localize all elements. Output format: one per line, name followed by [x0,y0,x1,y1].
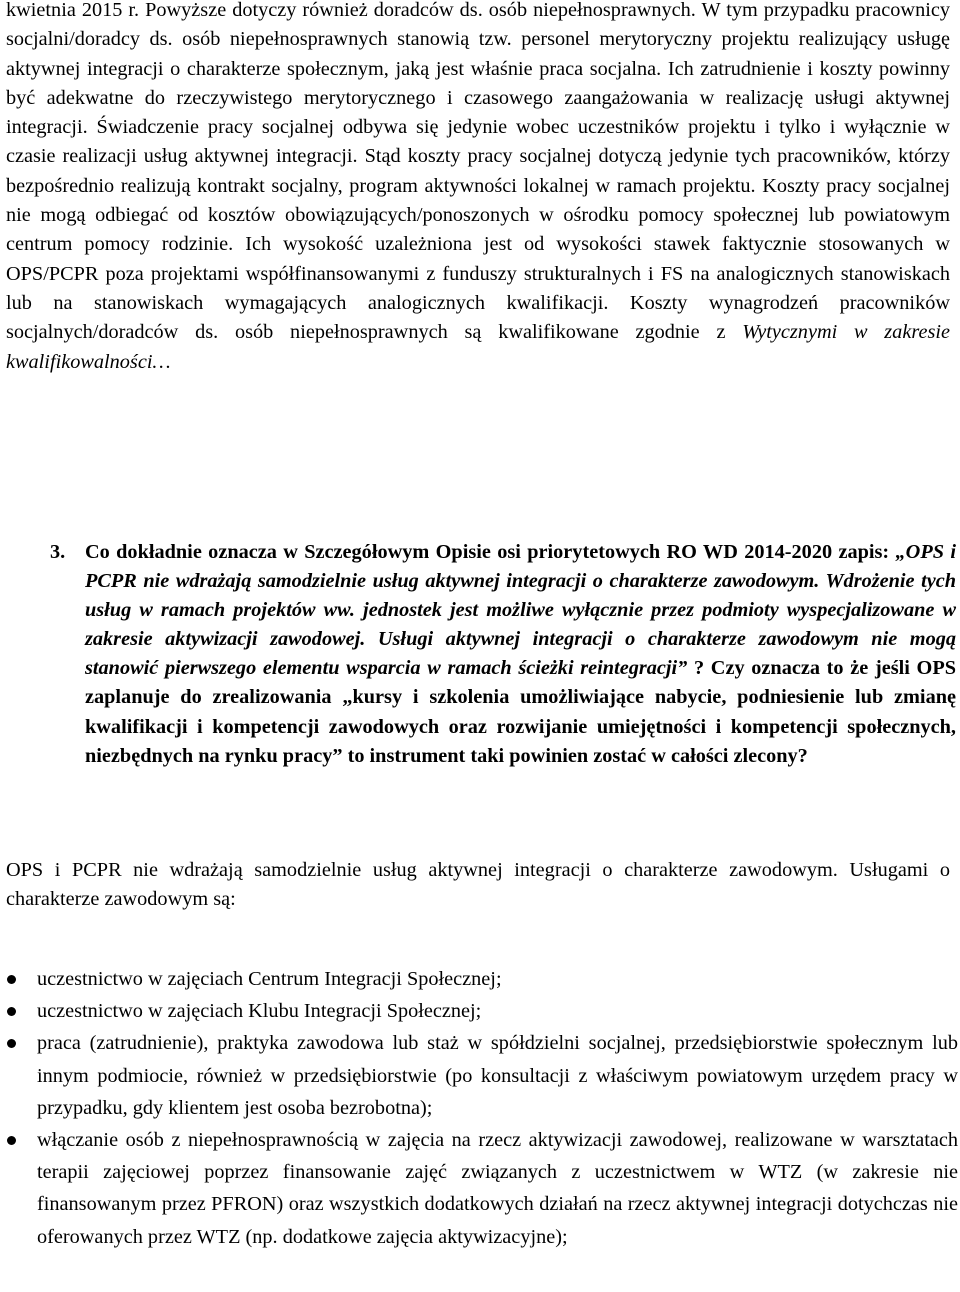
question-text-part1: Co dokładnie oznacza w Szczegółowym Opisie osi priorytetowych RO WD 2014-2020 zapis: [85,541,896,563]
question-quoted-text: „OPS i PCPR nie wdrażają samodzielnie usług aktywnej integracji o charakterze zawodowym. Wdrożenie tych usług w ramach projektów ww. jednostek jest możliwe wyłącznie przez podmioty wyspecjalizowane w zakresie aktywizacji zawodowej. Usługi aktywnej integracji o charakterze zawodowym nie mogą stanowić pierwszego elementu wsparcia w ramach ścieżki reintegracji” [85,541,956,680]
bullet-icon [7,975,16,984]
intro-text: kwietnia 2015 r. Powyższe dotyczy również doradców ds. osób niepełnosprawnych. W tym przypadku pracownicy socjalni/doradcy ds. osób niepełnosprawnych stanowią tzw. personel merytoryczny projektu realizujący usługę aktywnej integracji o charakterze społecznym, jaką jest właśnie praca socjalna. Ich zatrudnienie i koszty powinny być adekwatne do rzeczywistego merytorycznego i czasowego zaangażowania w realizację usługi aktywnej integracji. Świadczenie pracy socjalnej odbywa się jedynie wobec uczestników projektu i tylko i wyłącznie w czasie realizacji usług aktywnej integracji. Stąd koszty pracy socjalnej dotyczą jedynie tych pracowników, którzy bezpośrednio realizują kontrakt socjalny, program aktywności lokalnej w ramach projektu. Koszty pracy socjalnej nie mogą odbiegać od kosztów obowiązujących/ponoszonych w ośrodku pomocy społecznej lub powiatowym centrum pomocy rodzinie. Ich wysokość uzależniona jest od wysokości stawek faktycznie stosowanych w OPS/PCPR poza projektami współfinansowanymi z funduszy strukturalnych i FS na analogicznych stanowiskach lub na stanowiskach wymagających analogicznych kwalifikacji. Koszty wynagrodzeń pracowników socjalnych/doradców ds. osób niepełnosprawnych są kwalifikowane zgodnie z [6,0,950,344]
intro-italic-reference: Wytycznymi w zakresie kwalifikowalności… [6,321,950,373]
bullet-icon [7,1136,16,1145]
question-text [85,538,956,771]
list-item-text: uczestnictwo w zajęciach Centrum Integracji Społecznej; [37,968,502,990]
question-3 [50,538,956,771]
list-item [0,963,958,995]
bullet-icon [7,1007,16,1016]
list-item-text: włączanie osób z niepełnosprawnością w zajęcia na rzecz aktywizacji zawodowej, realizowane w warsztatach terapii zajęciowej poprzez finansowanie zajęć związanych z uczestnictwem w WTZ (w zakresie nie finansowanym przez PFRON) oraz wszystkich dodatkowych działań na rzecz aktywnej integracji dotychczas nie oferowanych przez WTZ (np. dodatkowe zajęcia aktywizacyjne); [37,1129,958,1248]
bullet-list [0,963,958,1253]
answer-paragraph: OPS i PCPR nie wdrażają samodzielnie usług aktywnej integracji o charakterze zawodowym. Usługami o charakterze zawodowym są: [6,859,950,911]
list-item-text: praca (zatrudnienie), praktyka zawodowa lub staż w spółdzielni socjalnej, przedsiębiorstwie społecznym lub innym podmiocie, również w przedsiębiorstwie (po konsultacji z właściwym powiatowym urzędem pracy w przypadku, gdy klientem jest osoba bezrobotna); [37,1032,958,1119]
list-item [0,1027,958,1124]
bullet-icon [7,1039,16,1048]
question-text-part3: ? Czy oznacza to że jeśli OPS zaplanuje do zrealizowania „kursy i szkolenia umożliwiające nabycie, podniesienie lub zmianę kwalifikacji i kompetencji zawodowych oraz rozwijanie umiejętności i kompetencji społecznych, niezbędnych na rynku pracy” to instrument taki powinien zostać w całości zlecony? [85,657,956,767]
list-item [0,995,958,1027]
list-item-text: uczestnictwo w zajęciach Klubu Integracji Społecznej; [37,1000,482,1023]
list-item [0,1124,958,1253]
intro-paragraph [6,0,950,377]
question-number: 3. [50,541,66,563]
